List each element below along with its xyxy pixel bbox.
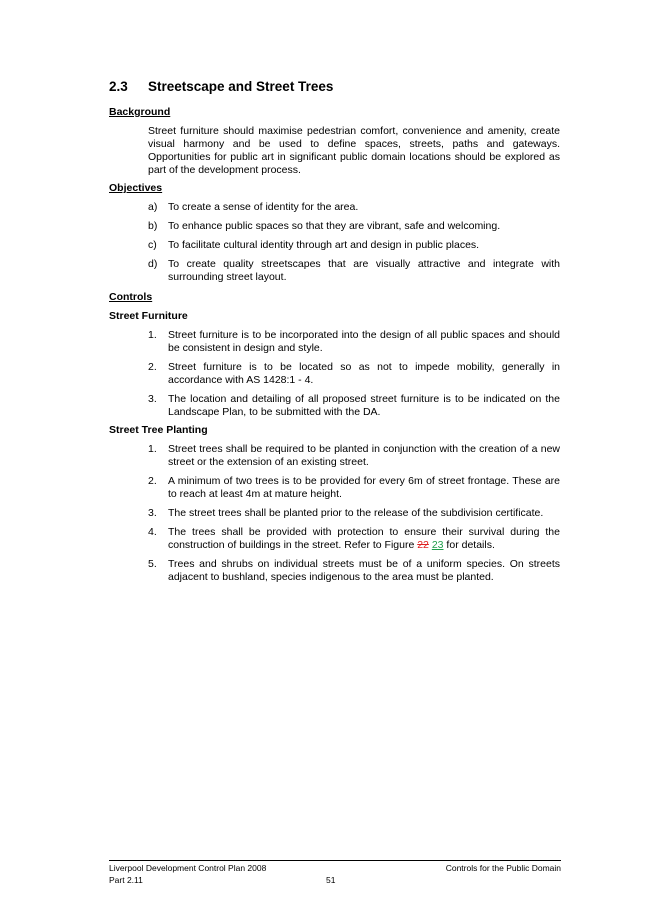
list-text: A minimum of two trees is to be provided for every 6m of street frontage. These are to reach at least 4m at mature height. [168,475,560,500]
list-text-before: The trees shall be provided with protection to ensure their survival during the construction of buildings in the street. Refer to Figure [168,526,560,551]
list-text: Street furniture is to be incorporated into the design of all public spaces and should be consistent in design and style. [168,329,560,354]
tracked-insertion: 23 [431,539,444,551]
street-tree-item [148,507,560,520]
list-marker: 3. [148,507,157,519]
list-text: Street furniture is to be located so as not to impede mobility, generally in accordance with AS 1428:1 - 4. [168,361,560,386]
list-text: To enhance public spaces so that they are vibrant, safe and welcoming. [168,220,501,232]
list-text: The street trees shall be planted prior to the release of the subdivision certificate. [168,507,544,519]
street-furniture-item [148,329,560,355]
list-text: To create quality streetscapes that are visually attractive and integrate with surrounding street layout. [168,258,560,283]
list-text-after: for details. [443,539,495,551]
list-marker: 3. [148,393,157,405]
street-tree-item [148,526,560,552]
tracked-deletion: 22 [417,539,429,551]
list-marker: 2. [148,361,157,373]
list-marker: 4. [148,526,157,538]
list-marker: c) [148,239,157,251]
background-heading: Background [109,106,171,118]
objectives-heading: Objectives [109,182,163,194]
list-text: To facilitate cultural identity through art and design in public places. [168,239,480,251]
footer-page-number: 51 [326,875,336,885]
list-marker: 5. [148,558,157,570]
list-marker: 1. [148,443,157,455]
list-marker: b) [148,220,158,232]
list-marker: d) [148,258,158,270]
street-tree-planting-heading: Street Tree Planting [109,424,208,436]
list-text: To create a sense of identity for the area. [168,201,359,213]
list-text: The location and detailing of all proposed street furniture is to be indicated on the Landscape Plan, to be submitted with the DA. [168,393,560,418]
section-title [109,79,333,95]
list-marker: a) [148,201,158,213]
street-furniture-item [148,393,560,419]
list-marker: 2. [148,475,157,487]
objective-item [148,239,560,252]
list-text: Street trees shall be required to be planted in conjunction with the creation of a new street or the extension of an existing street. [168,443,560,468]
objective-item [148,220,560,233]
list-text: Trees and shrubs on individual streets must be of a uniform species. On streets adjacent to bushland, species indigenous to the area must be planted. [168,558,560,583]
street-furniture-heading: Street Furniture [109,310,188,322]
section-number: 2.3 [109,79,128,94]
controls-heading: Controls [109,291,153,303]
objective-item [148,258,560,284]
street-tree-item [148,443,560,469]
footer-part: Part 2.11 [109,875,143,885]
street-tree-item [148,558,560,584]
list-marker: 1. [148,329,157,341]
street-furniture-item [148,361,560,387]
footer-document-title: Liverpool Development Control Plan 2008 [109,863,267,873]
footer-divider [109,860,561,861]
objective-item [148,201,560,214]
street-tree-item [148,475,560,501]
list-text [168,526,560,552]
footer-chapter-title: Controls for the Public Domain [445,863,561,873]
background-paragraph: Street furniture should maximise pedestrian comfort, convenience and amenity, create visual harmony and be used to define spaces, streets, paths and gateways. Opportunities for public art in significant public domain locations should be explored as part of the development process. [148,125,560,176]
section-title-text: Streetscape and Street Trees [148,79,334,94]
